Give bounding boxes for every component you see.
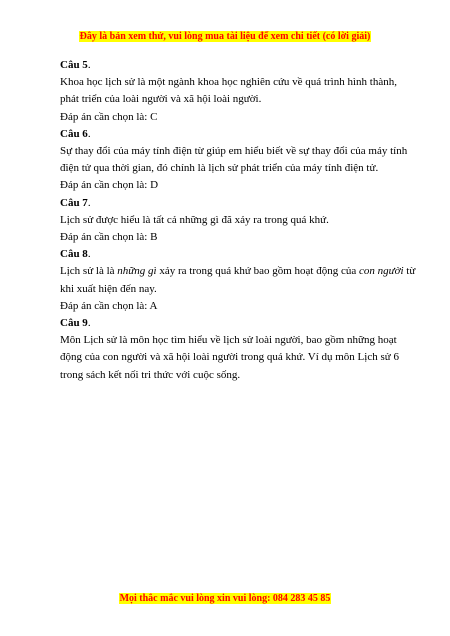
- question-text-line: trong sách kết nối tri thức với cuộc sống.: [60, 368, 241, 381]
- contact-footer: [0, 588, 450, 606]
- preview-banner-text: Đây là bản xem thử, vui lòng mua tài liệu để xem chi tiết (có lời giải): [79, 31, 371, 42]
- contact-footer-text: Mọi thắc mắc vui lòng xin vui lòng: 084 283 45 85: [119, 593, 331, 604]
- answer-line: Đáp án cần chọn là: D: [60, 179, 159, 192]
- document-body: [60, 57, 420, 384]
- question-text-line: khi xuất hiện đến nay.: [60, 282, 157, 295]
- preview-banner: [0, 26, 450, 44]
- question-heading: Câu 5.: [60, 59, 91, 71]
- question-text-line: phát triển của loài người và xã hội loài người.: [60, 93, 262, 106]
- question-heading: Câu 8.: [60, 248, 91, 261]
- question-heading: Câu 7.: [60, 196, 91, 209]
- question-text-line: điện tử qua thời gian, đó chính là lịch sử phát triển của máy tính điện tử.: [60, 162, 379, 175]
- question-text-line: Môn Lịch sử là môn học tìm hiểu về lịch sử loài người, bao gồm những hoạt: [60, 334, 397, 347]
- question-text-line: động của con người và xã hội loài người trong quá khứ. Ví dụ môn Lịch sử 6: [60, 351, 399, 364]
- question-text-line: Lịch sử là là những gì xảy ra trong quá khứ bao gồm hoạt động của con người từ: [60, 265, 416, 278]
- question-heading: Câu 6.: [60, 127, 91, 140]
- question-text-line: Khoa học lịch sử là một ngành khoa học nghiên cứu về quá trình hình thành,: [60, 76, 397, 89]
- answer-line: Đáp án cần chọn là: A: [60, 299, 158, 312]
- answer-line: Đáp án cần chọn là: C: [60, 110, 158, 123]
- question-heading: Câu 9.: [60, 317, 91, 330]
- question-text-line: Sự thay đổi của máy tính điện từ giúp em hiểu biết về sự thay đổi của máy tính: [60, 145, 408, 158]
- question-text-line: Lịch sử được hiểu là tất cả những gì đã xảy ra trong quá khứ.: [60, 213, 329, 226]
- answer-line: Đáp án cần chọn là: B: [60, 231, 158, 244]
